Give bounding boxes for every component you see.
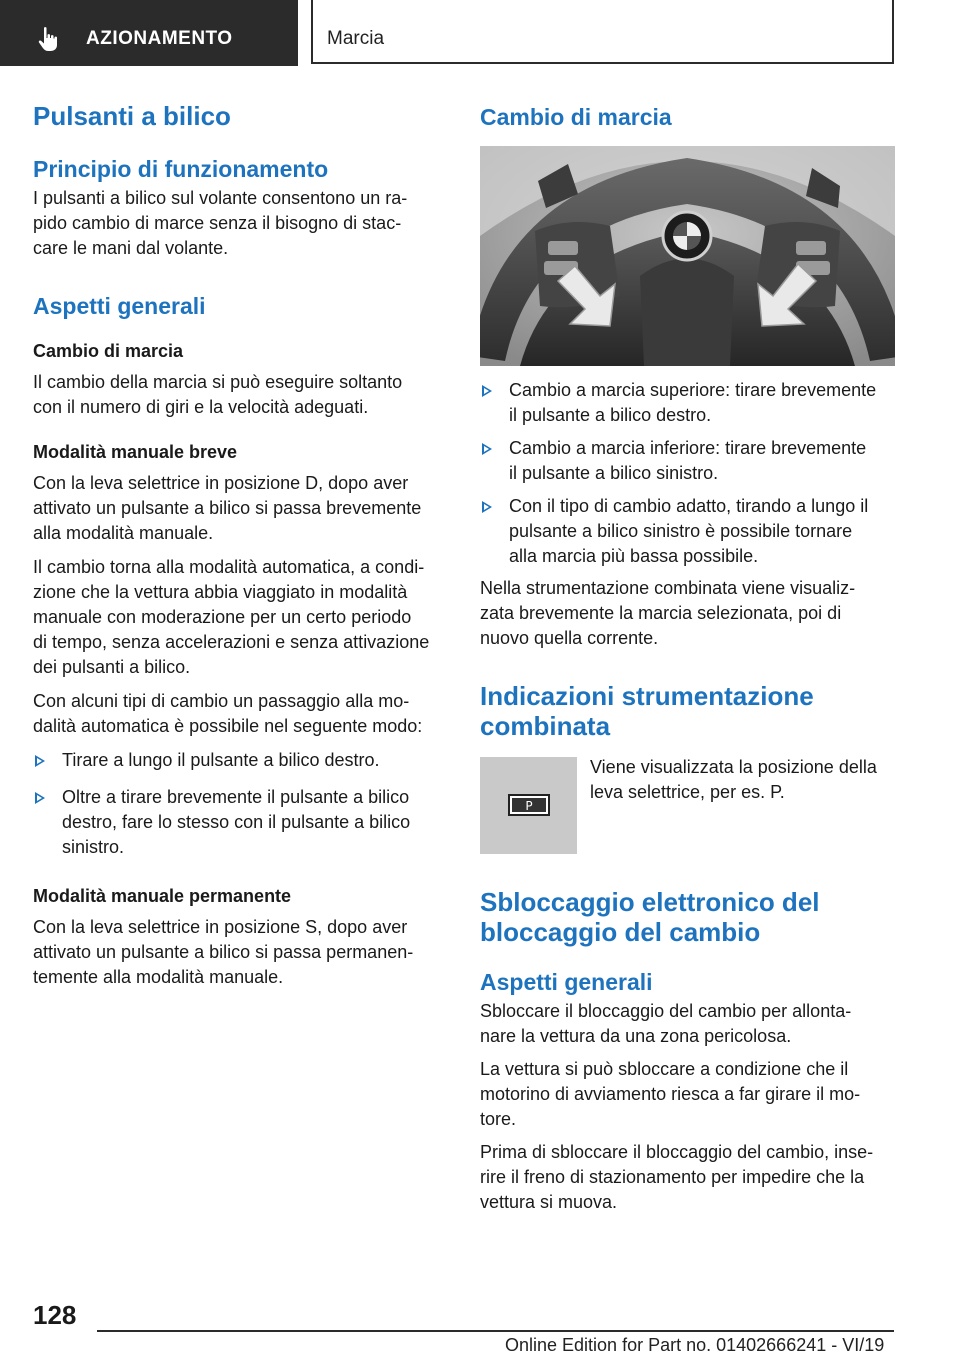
triangle-bullet-icon [482, 385, 492, 397]
short-manual-p2: Il cambio torna alla modalità automatica, a condi- zione che la vettura abbia viaggiato in modalità manuale con moderazione per un certo periodo di tempo, senza accelerazioni e senza attivazione dei pulsanti a bilico. [33, 557, 430, 677]
triangle-bullet-icon [35, 755, 45, 767]
display-text: Viene visualizzata la posizione della leva selettrice, per es. P. [590, 757, 877, 802]
list-item: Cambio a marcia inferiore: tirare brevemente il pulsante a bilico sinistro. [480, 436, 894, 486]
topic-title: Marcia [327, 28, 385, 49]
hand-pointer-icon [38, 26, 62, 52]
principle-text: I pulsanti a bilico sul volante consentono un ra- pido cambio di marce senza il bisogno di stac- care le mani dal volante. [33, 188, 408, 258]
footer-divider [97, 1330, 894, 1332]
short-manual-p1: Con la leva selettrice in posizione D, dopo aver attivato un pulsante a bilico si passa brevemente alla modalità manuale. [33, 473, 422, 543]
title-paddle-shifters: Pulsanti a bilico [33, 101, 231, 131]
unlock-p1: Sbloccare il bloccaggio del cambio per allonta- nare la vettura da una zona pericolosa. [480, 1001, 852, 1046]
footer-edition: Online Edition for Part no. 01402666241 - VI/19 [505, 1335, 885, 1355]
triangle-bullet-icon [482, 501, 492, 513]
short-manual-p3: Con alcuni tipi di cambio un passaggio alla mo- dalità automatica è possibile nel seguente modo: [33, 691, 423, 736]
page-header [0, 0, 960, 66]
gear-shift-list [480, 378, 894, 569]
heading-unlock-general: Aspetti generali [480, 969, 653, 995]
gear-symbol: P [525, 799, 533, 813]
steering-wheel-paddles-image [480, 146, 895, 366]
heading-principle: Principio di funzionamento [33, 156, 329, 182]
subheading-gear-change: Cambio di marcia [33, 341, 184, 361]
heading-electronic-unlock: Sbloccaggio elettronico del bloccaggio del cambio [480, 887, 820, 947]
triangle-bullet-icon [35, 792, 45, 804]
gear-change-text: Il cambio della marcia si può eseguire soltanto con il numero di giri e la velocità adeguati. [33, 372, 403, 417]
list-item: Oltre a tirare brevemente il pulsante a bilico destro, fare lo stesso con il pulsante a bilico sinistro. [33, 785, 447, 860]
list-item: Cambio a marcia superiore: tirare brevemente il pulsante a bilico destro. [480, 378, 894, 428]
short-manual-list [33, 748, 447, 860]
heading-gear-shifting: Cambio di marcia [480, 104, 672, 130]
left-column [33, 100, 447, 990]
subheading-permanent-manual: Modalità manuale permanente [33, 886, 292, 906]
right-column [480, 100, 894, 1215]
heading-general: Aspetti generali [33, 293, 206, 319]
gear-display-image [480, 757, 577, 854]
heading-instrument-display: Indicazioni strumentazione combinata [480, 681, 814, 741]
subheading-short-manual: Modalità manuale breve [33, 442, 238, 462]
list-item: Con il tipo di cambio adatto, tirando a lungo il pulsante a bilico sinistro è possibile tornare alla marcia più bassa possibile. [480, 494, 894, 569]
permanent-manual-text: Con la leva selettrice in posizione S, dopo aver attivato un pulsante a bilico si passa permanen- temente alla modalità manuale. [33, 917, 414, 987]
section-title: AZIONAMENTO [86, 28, 233, 49]
unlock-p2: La vettura si può sbloccare a condizione che il motorino di avviamento riesca a far girare il mo- tore. [480, 1059, 861, 1129]
gear-note-text: Nella strumentazione combinata viene visualiz- zata brevemente la marcia selezionata, poi di nuovo quella corrente. [480, 578, 856, 648]
triangle-bullet-icon [482, 443, 492, 455]
unlock-p3: Prima di sbloccare il bloccaggio del cambio, inse- rire il freno di stazionamento per impedire che la vettura si muova. [480, 1142, 874, 1212]
page-number: 128 [33, 1300, 77, 1330]
display-row [480, 757, 894, 857]
section-tab [0, 0, 298, 66]
list-item: Tirare a lungo il pulsante a bilico destro. [33, 748, 447, 773]
topic-box [311, 0, 894, 64]
